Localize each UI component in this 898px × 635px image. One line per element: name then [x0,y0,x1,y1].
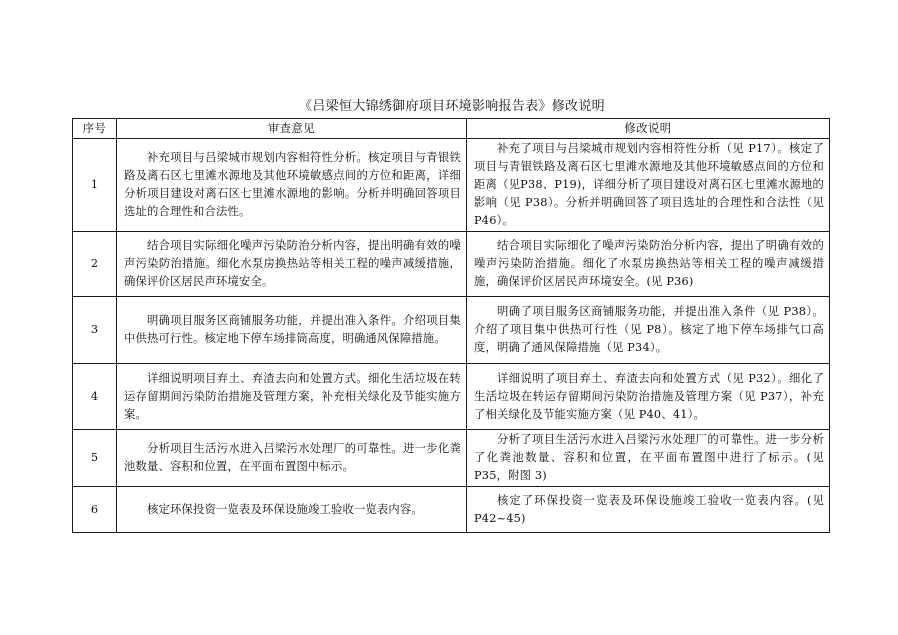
row-review-opinion: 详细说明项目弃土、弃渣去向和处置方式。细化生活垃圾在转运存留期间污染防治措施及管理方案，补充相关绿化及节能实施方案。 [117,364,467,430]
header-review-opinion: 审查意见 [117,119,467,139]
row-serial-no: 2 [73,232,117,297]
table-row [73,487,830,533]
row-revision-explanation: 明确了项目服务区商铺服务功能，并提出准入条件（见 P38）。介绍了项目集中供热可行性（见 P8）。核定了地下停车场排气口高度，明确了通风保障措施（见 P34）。 [467,297,830,364]
revision-table [72,118,830,533]
row-serial-no: 1 [73,139,117,232]
table-row [73,232,830,297]
row-review-opinion: 结合项目实际细化噪声污染防治分析内容，提出明确有效的噪声污染防治措施。细化水泵房换热站等相关工程的噪声减缓措施，确保评价区居民声环境安全。 [117,232,467,297]
row-serial-no: 4 [73,364,117,430]
row-serial-no: 6 [73,487,117,533]
table-row [73,297,830,364]
row-revision-explanation: 结合项目实际细化了噪声污染防治分析内容，提出了明确有效的噪声污染防治措施。细化了水泵房换热站等相关工程的噪声减缓措施，确保评价区居民声环境安全。(见 P36) [467,232,830,297]
row-revision-explanation: 核定了环保投资一览表及环保设施竣工验收一览表内容。(见 P42~45) [467,487,830,533]
row-review-opinion: 分析项目生活污水进入吕梁污水处理厂的可靠性。进一步化粪池数量、容积和位置，在平面布置图中标示。 [117,430,467,487]
table-row [73,139,830,232]
row-revision-explanation: 补充了项目与吕梁城市规划内容相符性分析（见 P17）。核定了项目与青银铁路及离石区七里滩水源地及其他环境敏感点间的方位和距离（见P38、P19)，详细分析了项目建设对离石区七里滩水源地的影响（见 P38）。分析并明确回答了项目选址的合理性和合法性（见 P46）。 [467,139,830,232]
document-title: 《吕梁恒大锦绣御府项目环境影响报告表》修改说明 [299,99,605,114]
row-review-opinion: 明确项目服务区商铺服务功能，并提出准入条件。介绍项目集中供热可行性。核定地下停车场排筒高度，明确通风保障措施。 [117,297,467,364]
header-revision-explanation: 修改说明 [467,119,830,139]
row-revision-explanation: 分析了项目生活污水进入吕梁污水处理厂的可靠性。进一步分析了化粪池数量、容积和位置，在平面布置图中进行了标示。(见 P35，附图 3) [467,430,830,487]
row-serial-no: 5 [73,430,117,487]
header-serial-no: 序号 [73,119,117,139]
table-row [73,364,830,430]
row-review-opinion: 补充项目与吕梁城市规划内容相符性分析。核定项目与青银铁路及离石区七里滩水源地及其他环境敏感点间的方位和距离，详细分析项目建设对离石区七里滩水源地的影响。分析并明确回答项目选址的合理性和合法性。 [117,139,467,232]
row-revision-explanation: 详细说明了项目弃土、弃渣去向和处置方式（见 P32）。细化了生活垃圾在转运存留期间污染防治措施及管理方案（见 P37），补充了相关绿化及节能实施方案（见 P40、41）。 [467,364,830,430]
table-header-row [73,119,830,139]
row-serial-no: 3 [73,297,117,364]
row-review-opinion: 核定环保投资一览表及环保设施竣工验收一览表内容。 [117,487,467,533]
table-row [73,430,830,487]
